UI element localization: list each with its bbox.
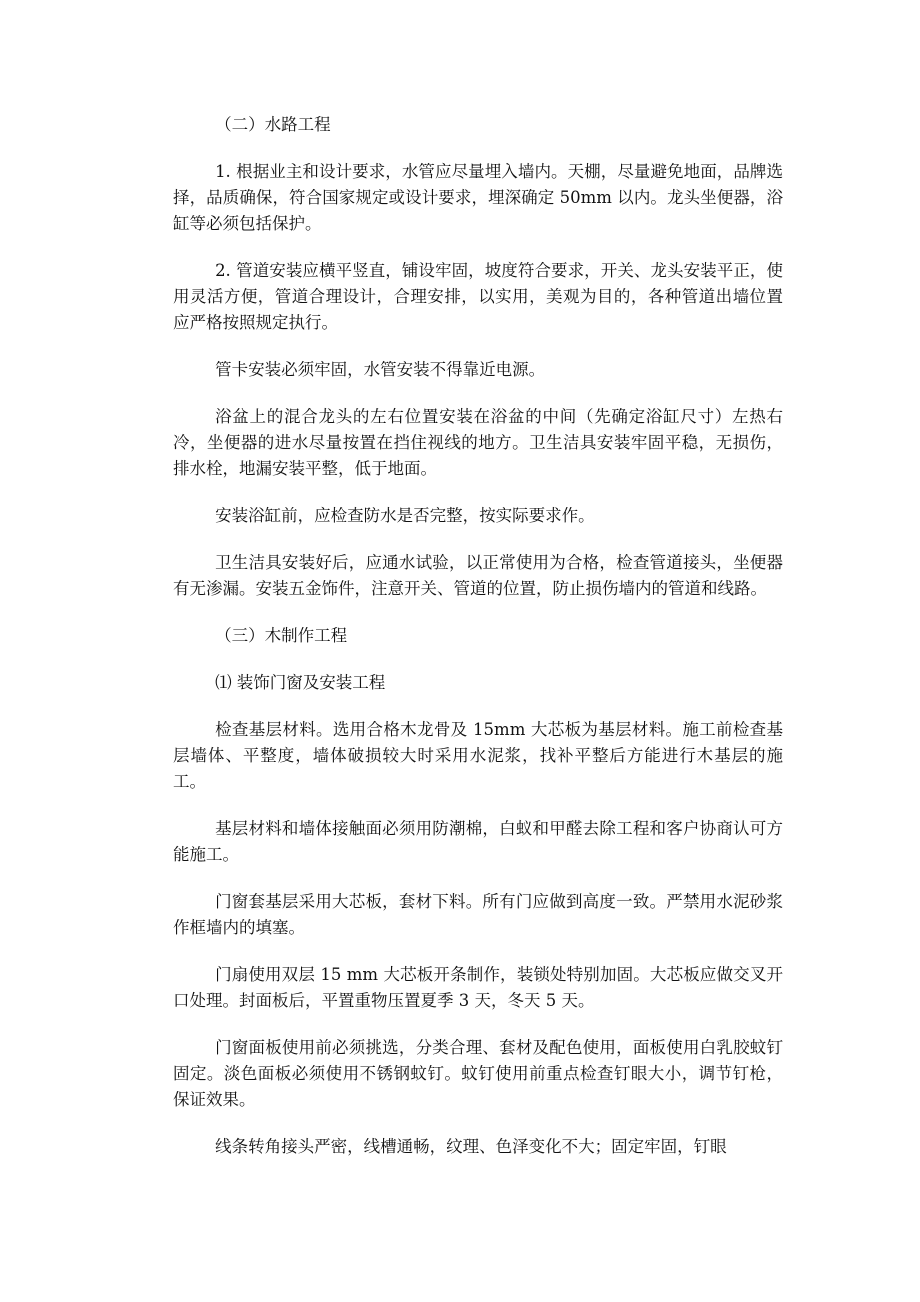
document-page — [173, 112, 783, 1181]
water-paragraph-5: 安装浴缸前，应检查防水是否完整，按实际要求作。 — [215, 506, 595, 525]
water-paragraph-1: 1. 根据业主和设计要求，水管应尽量埋入墙内。天棚，尽量避免地面，品牌选择，品质确保，符合国家规定或设计要求，埋深确定 50mm 以内。龙头坐便器，浴缸等必须包括保护。 — [173, 162, 783, 233]
section-heading-wood: （三）木制作工程 — [215, 626, 348, 645]
water-paragraph-6: 卫生洁具安装好后，应通水试验，以正常使用为合格，检查管道接头，坐便器有无渗漏。安装五金饰件，注意开关、管道的位置，防止损伤墙内的管道和线路。 — [173, 553, 783, 598]
wood-paragraph-6: 线条转角接头严密，线槽通畅，纹理、色泽变化不大；固定牢固，钉眼 — [215, 1137, 727, 1156]
section-heading-water: （二）水路工程 — [215, 115, 331, 134]
wood-paragraph-5: 门窗面板使用前必须挑选，分类合理、套材及配色使用，面板使用白乳胶蚊钉固定。淡色面板必须使用不锈钢蚊钉。蚊钉使用前重点检查钉眼大小，调节钉枪，保证效果。 — [173, 1038, 783, 1109]
wood-paragraph-4: 门扇使用双层 15 mm 大芯板开条制作，装锁处特别加固。大芯板应做交叉开口处理。封面板后，平置重物压置夏季 3 天，冬天 5 天。 — [173, 965, 783, 1010]
water-paragraph-4: 浴盆上的混合龙头的左右位置安装在浴盆的中间（先确定浴缸尺寸）左热右冷，坐便器的进水尽量按置在挡住视线的地方。卫生洁具安装牢固平稳，无损伤，排水栓，地漏安装平整，低于地面。 — [173, 407, 783, 478]
wood-paragraph-2: 基层材料和墙体接触面必须用防潮棉，白蚁和甲醛去除工程和客户协商认可方能施工。 — [173, 819, 783, 864]
water-paragraph-2: 2. 管道安装应横平竖直，铺设牢固，坡度符合要求，开关、龙头安装平正，使用灵活方便，管道合理设计，合理安排，以实用，美观为目的，各种管道出墙位置应严格按照规定执行。 — [173, 261, 783, 332]
subsection-heading-doors: ⑴ 装饰门窗及安装工程 — [215, 673, 386, 692]
water-paragraph-3: 管卡安装必须牢固，水管安装不得靠近电源。 — [215, 360, 546, 379]
wood-paragraph-3: 门窗套基层采用大芯板，套材下料。所有门应做到高度一致。严禁用水泥砂浆作框墙内的填塞。 — [173, 892, 783, 937]
wood-paragraph-1: 检查基层材料。选用合格木龙骨及 15mm 大芯板为基层材料。施工前检查基层墙体、平整度，墙体破损较大时采用水泥浆，找补平整后方能进行木基层的施工。 — [173, 720, 783, 791]
